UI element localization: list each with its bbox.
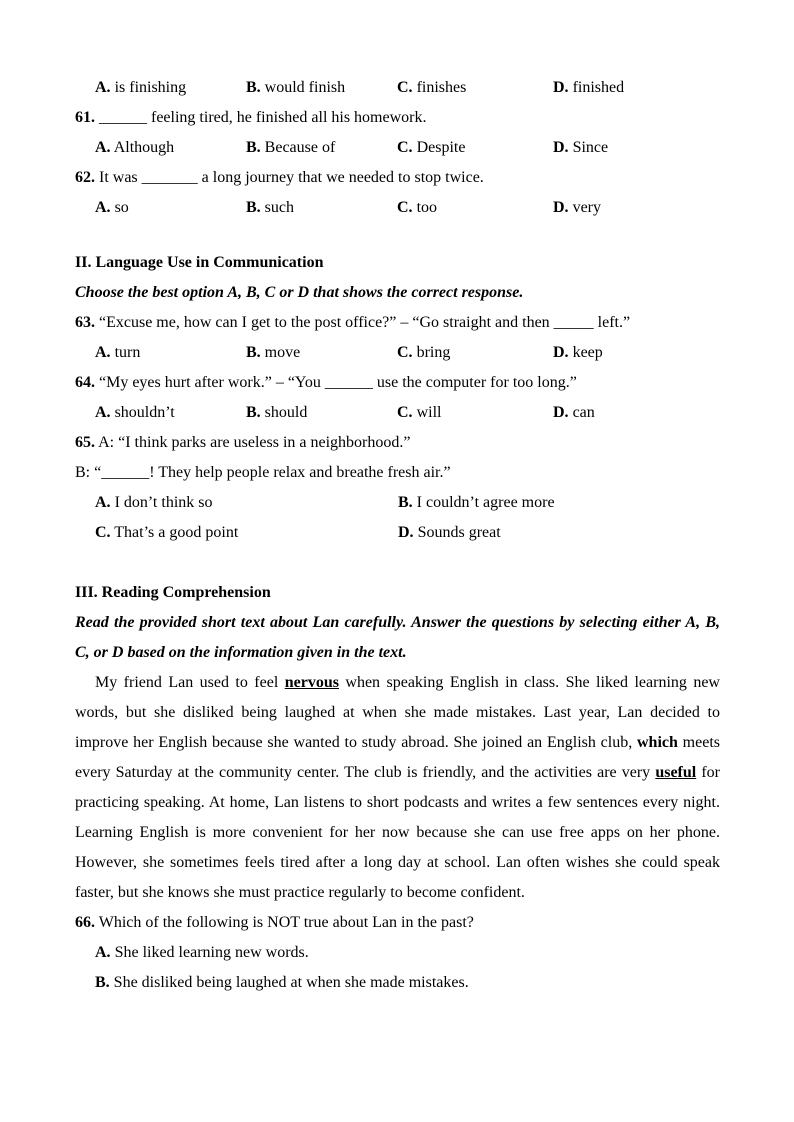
option-text: will [416,404,442,421]
option-letter: D. [553,139,569,156]
question-text: It was _______ a long journey that we needed to stop twice. [99,169,484,186]
section-2-instruction [75,278,720,308]
question-66 [75,908,720,938]
option-letter: B. [95,974,110,991]
question-65-options-row-2-option-c [95,518,238,548]
option-letter: A. [95,79,111,96]
passage-run: My friend Lan used to feel [95,674,285,691]
option-text: Because of [264,139,336,156]
question-62 [75,163,720,193]
question-65-options-row-1 [75,488,720,518]
section-3-instruction [75,608,720,668]
option-letter: D. [553,404,569,421]
option-text: Since [572,139,609,156]
question-number: 63. [75,314,95,331]
instruction-text: Choose the best option A, B, C or D that shows the correct response. [75,284,524,301]
section-3-gap [75,548,720,578]
option-letter: B. [246,344,261,361]
option-letter: C. [95,524,111,541]
question-text: Which of the following is NOT true about Lan in the past? [98,914,474,931]
question-60-options-option-b [246,73,345,103]
option-text: can [572,404,595,421]
question-text: “My eyes hurt after work.” – “You ______ use the computer for too long.” [99,374,577,391]
option-text: such [264,199,294,216]
passage-run: meets every Saturday at the community center. The club is friendly, and the activities are very [75,734,720,781]
option-letter: C. [397,344,413,361]
option-text: I couldn’t agree more [416,494,555,511]
question-61 [75,103,720,133]
option-letter: B. [398,494,413,511]
question-64-options [75,398,720,428]
option-text: very [572,199,601,216]
question-61-options-option-a [95,133,174,163]
question-60-options-option-a [95,73,186,103]
option-text: would finish [264,79,346,96]
option-text: shouldn’t [114,404,175,421]
section-3-heading [75,578,720,608]
option-letter: B. [246,404,261,421]
question-65-options-row-1-option-a [95,488,213,518]
question-64-options-option-d [553,398,595,428]
option-letter: D. [553,344,569,361]
option-text: keep [572,344,603,361]
option-letter: A. [95,344,111,361]
option-text: I don’t think so [114,494,213,511]
question-text: ______ feeling tired, he finished all his homework. [99,109,427,126]
question-63-options-option-a [95,338,140,368]
option-text: move [264,344,301,361]
option-text: so [114,199,129,216]
option-letter: C. [397,79,413,96]
question-60-options [75,73,720,103]
question-60-options-option-c [397,73,466,103]
reading-passage [75,668,720,908]
question-number: 65. [75,434,95,451]
option-letter: C. [397,139,413,156]
question-64-options-option-a [95,398,175,428]
option-letter: B. [246,199,261,216]
line-text: B: “______! They help people relax and breathe fresh air.” [75,464,451,481]
question-63-options-option-d [553,338,603,368]
question-number: 62. [75,169,95,186]
option-letter: B. [246,79,261,96]
question-text: “Excuse me, how can I get to the post office?” – “Go straight and then _____ left.” [99,314,631,331]
question-61-options [75,133,720,163]
heading-text: II. Language Use in Communication [75,254,324,271]
passage-run: for practicing speaking. At home, Lan listens to short podcasts and writes a few sentences every night. Learning English is more convenient for her now because she can use free apps on her phone. However, she sometimes feels tired after a long day at school. Lan often wishes she could speak faster, but she knows she must practice regularly to become confident. [75,764,721,901]
option-text: That’s a good point [114,524,239,541]
question-65 [75,428,720,458]
option-letter: A. [95,404,111,421]
option-text: bring [416,344,451,361]
question-60-options-option-d [553,73,624,103]
option-text: should [264,404,308,421]
passage-run: nervous [284,674,339,691]
question-number: 66. [75,914,95,931]
passage-run: useful [655,764,697,781]
section-2-heading [75,248,720,278]
question-61-options-option-b [246,133,335,163]
option-text: finishes [416,79,467,96]
question-number: 64. [75,374,95,391]
question-64-options-option-c [397,398,441,428]
option-letter: A. [95,944,111,961]
option-letter: A. [95,199,111,216]
instruction-text: Read the provided short text about Lan carefully. Answer the questions by selecting either A, B, C, or D based on the information given in the text. [75,614,720,661]
option-text: She disliked being laughed at when she made mistakes. [113,974,469,991]
question-65-response-line [75,458,720,488]
question-62-options-option-c [397,193,437,223]
option-letter: D. [553,199,569,216]
option-letter: D. [553,79,569,96]
question-66-option-a [75,938,720,968]
option-letter: C. [397,199,413,216]
option-letter: B. [246,139,261,156]
heading-text: III. Reading Comprehension [75,584,271,601]
passage-run: which [636,734,678,751]
option-text: finished [572,79,625,96]
question-62-options-option-a [95,193,129,223]
question-65-options-row-1-option-b [398,488,555,518]
question-62-options-option-d [553,193,601,223]
question-61-options-option-c [397,133,465,163]
question-61-options-option-d [553,133,608,163]
question-62-options [75,193,720,223]
option-text: is finishing [114,79,187,96]
question-65-options-row-2 [75,518,720,548]
option-letter: A. [95,494,111,511]
option-text: turn [114,344,141,361]
option-text: Despite [416,139,466,156]
passage-run: when speaking English in class. She liked learning new words, but she disliked being laughed at when she made mistakes. Last year, Lan decided to improve her English because she wanted to study abroad. She joined an English club, [75,674,720,751]
question-63 [75,308,720,338]
question-63-options-option-c [397,338,450,368]
question-64 [75,368,720,398]
option-letter: C. [397,404,413,421]
question-66-option-b [75,968,720,998]
question-63-options-option-b [246,338,300,368]
question-text: A: “I think parks are useless in a neighborhood.” [98,434,411,451]
section-2-gap [75,223,720,248]
option-text: Sounds great [417,524,501,541]
option-letter: D. [398,524,414,541]
question-65-options-row-2-option-d [398,518,501,548]
option-text: too [416,199,438,216]
question-62-options-option-b [246,193,294,223]
option-text: Although [113,139,175,156]
option-text: She liked learning new words. [114,944,309,961]
option-letter: A. [95,139,111,156]
question-64-options-option-b [246,398,307,428]
question-number: 61. [75,109,95,126]
document-content [75,73,720,998]
question-63-options [75,338,720,368]
